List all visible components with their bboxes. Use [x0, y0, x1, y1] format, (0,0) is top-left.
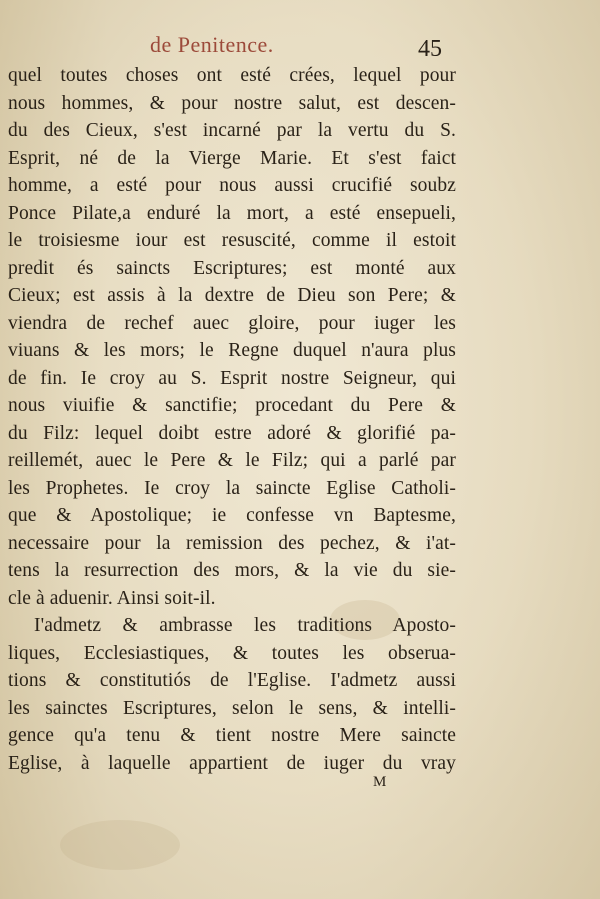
text-line: Ponce Pilate,a enduré la mort, a esté ensepueli, — [8, 202, 456, 224]
text-line: les Prophetes. Ie croy la saincte Eglise Catholi- — [8, 477, 456, 499]
text-line: Eglise, à laquelle appartient de iuger du vray — [8, 752, 456, 774]
text-line: gence qu'a tenu & tient nostre Mere saincte — [8, 725, 456, 746]
text-line: liques, Ecclesiastiques, & toutes les obserua- — [8, 642, 456, 664]
page-number: 45 — [418, 36, 442, 62]
signature-mark: M — [373, 774, 387, 790]
text-line: predit és saincts Escriptures; est monté aux — [8, 257, 456, 279]
text-line: homme, a esté pour nous aussi crucifié soubz — [8, 175, 456, 196]
running-head: de Penitence. — [150, 32, 274, 57]
text-line: necessaire pour la remission des pechez, & i'at- — [8, 532, 456, 554]
text-line: du des Cieux, s'est incarné par la vertu du S. — [8, 120, 456, 141]
text-line: viuans & les mors; le Regne duquel n'aura plus — [8, 340, 456, 361]
text-line: le troisiesme iour est resuscité, comme il estoit — [8, 230, 456, 251]
text-line: nous hommes, & pour nostre salut, est descen- — [8, 92, 456, 114]
text-line: tens la resurrection des mors, & la vie du sie- — [8, 560, 456, 581]
text-line: de fin. Ie croy au S. Esprit nostre Seigneur, qui — [8, 367, 456, 389]
text-line: que & Apostolique; ie confesse vn Baptesme, — [8, 505, 456, 526]
text-line: cle à aduenir. Ainsi soit-il. — [8, 587, 216, 609]
body-text — [8, 62, 456, 777]
text-line: tions & constitutiós de l'Eglise. I'admetz aussi — [8, 670, 456, 691]
text-line: du Filz: lequel doibt estre adoré & glorifié pa- — [8, 422, 456, 444]
text-line: Cieux; est assis à la dextre de Dieu son Pere; & — [8, 285, 456, 306]
text-line: quel toutes choses ont esté crées, lequel pour — [8, 65, 456, 86]
text-line: reillemét, auec le Pere & le Filz; qui a parlé par — [8, 450, 456, 471]
text-line: Esprit, né de la Vierge Marie. Et s'est faict — [8, 147, 456, 169]
text-line: nous viuifie & sanctifie; procedant du Pere & — [8, 395, 456, 416]
text-line: viendra de rechef auec gloire, pour iuger les — [8, 312, 456, 334]
text-line: les sainctes Escriptures, selon le sens, & intelli- — [8, 697, 456, 719]
paper-stain — [60, 820, 180, 870]
paragraph-start-line: I'admetz & ambrasse les traditions Aposto- — [34, 615, 456, 636]
